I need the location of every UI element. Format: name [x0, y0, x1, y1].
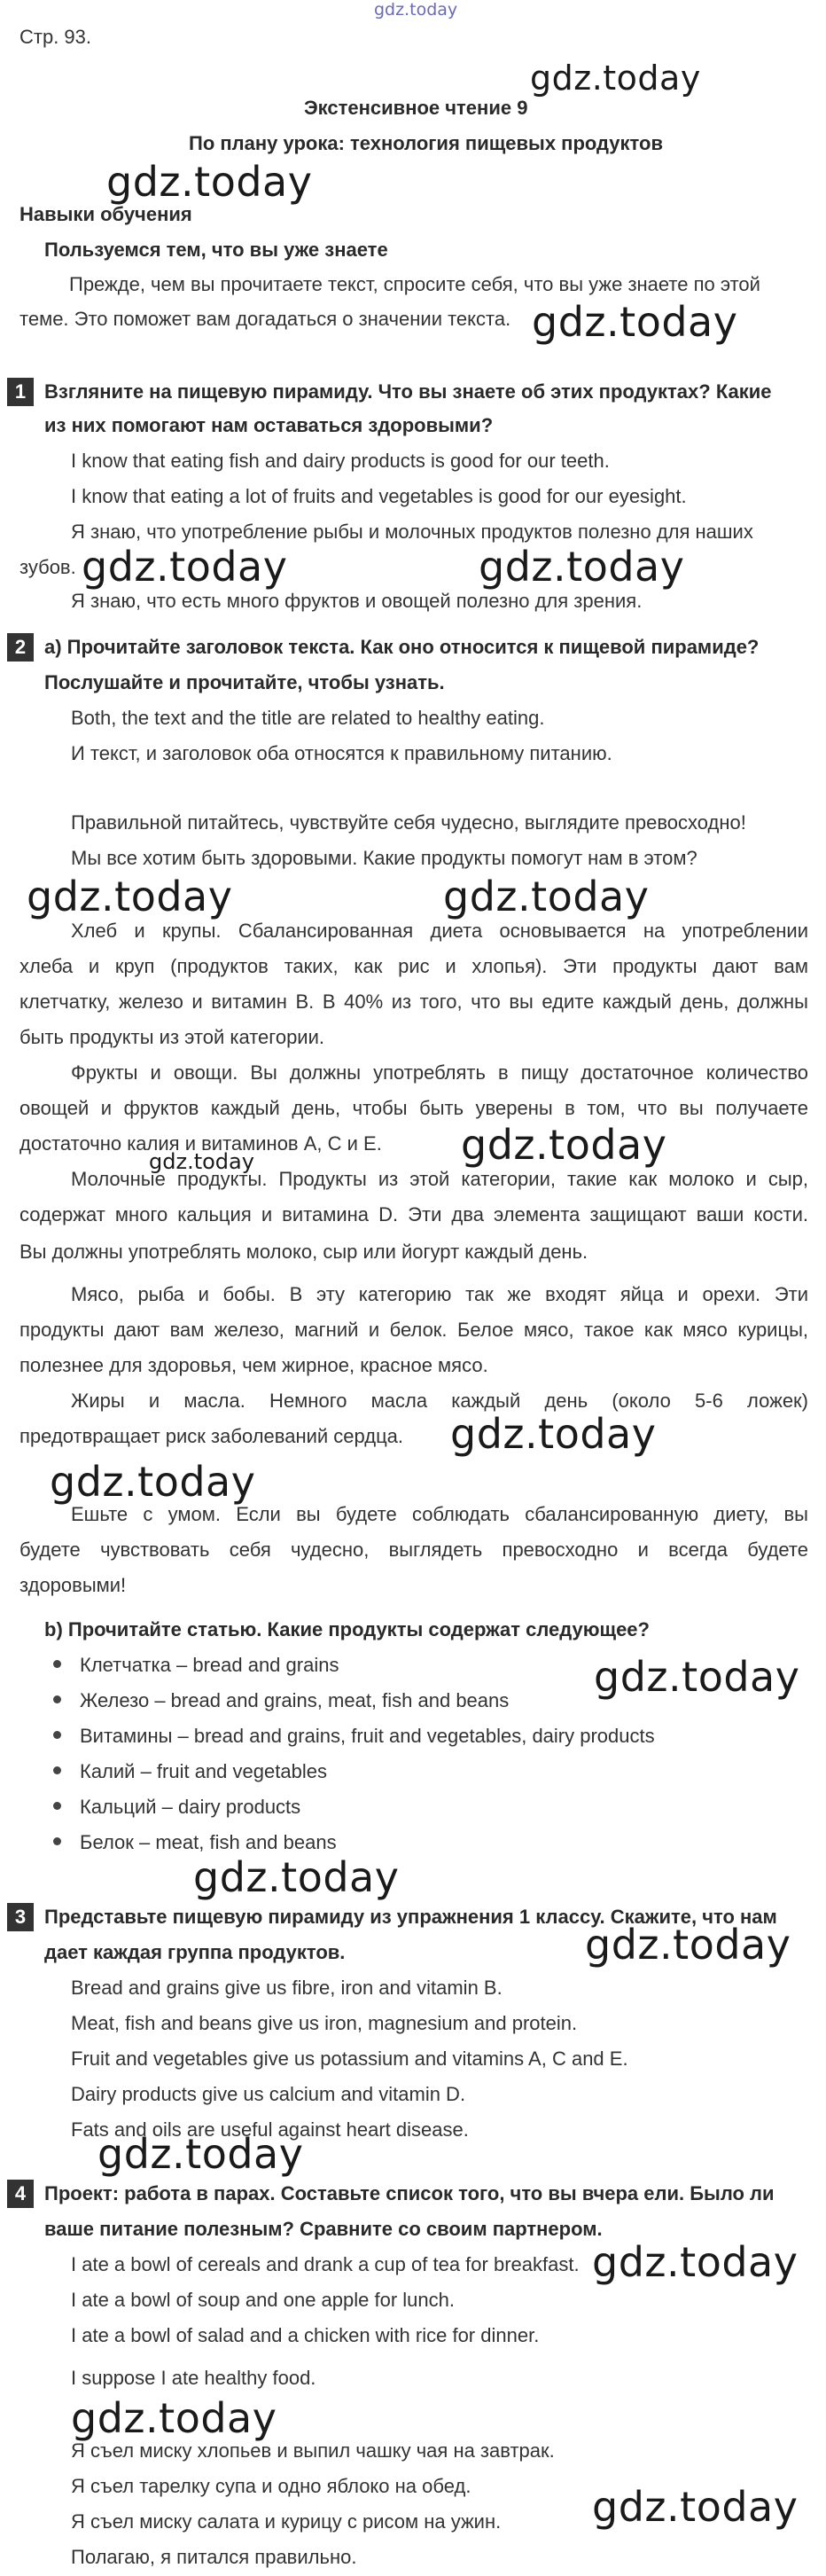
- bullet-dot: [53, 1766, 61, 1774]
- text-line: Правильной питайтесь, чувствуйте себя чудесно, выглядите превосходно!: [71, 811, 746, 834]
- exercise-question: Представьте пищевую пирамиду из упражнения 1 классу. Скажите, что нам: [44, 1906, 777, 1928]
- exercise-number: 1: [7, 378, 34, 406]
- skills-heading: Навыки обучения: [19, 203, 192, 225]
- bullet-dot: [53, 1660, 61, 1668]
- exercise-number: 3: [7, 1903, 34, 1931]
- watermark: gdz.today: [532, 298, 738, 346]
- bullet-dot: [53, 1695, 61, 1703]
- exercise-number: 2: [7, 633, 34, 662]
- answer-line: I know that eating a lot of fruits and vegetables is good for our eyesight.: [71, 485, 687, 507]
- bullet-dot: [53, 1802, 61, 1810]
- watermark: gdz.today: [479, 543, 685, 591]
- text-line: продукты дают вам железо, магний и белок. Белое мясо, такое как мясо курицы,: [19, 1319, 808, 1341]
- text-line: хлеба и круп (продуктов таких, как рис и хлопья). Эти продукты дают вам: [19, 955, 808, 977]
- bullet-dot: [53, 1731, 61, 1739]
- text-line: Прежде, чем вы прочитаете текст, спросите себя, что вы уже знаете по этой: [69, 273, 760, 295]
- text-line: содержат много кальция и витамина D. Эти два элемента защищают ваши кости.: [19, 1203, 808, 1225]
- text-line: Фрукты и овощи. Вы должны употреблять в пищу достаточное количество: [71, 1061, 808, 1084]
- text-line: предотвращает риск заболеваний сердца.: [19, 1425, 404, 1447]
- text-line: достаточно калия и витаминов А, С и Е.: [19, 1132, 382, 1155]
- exercise-question: Взгляните на пищевую пирамиду. Что вы знаете об этих продуктах? Какие: [44, 380, 772, 403]
- answer-line: I ate a bowl of soup and one apple for lunch.: [71, 2289, 455, 2311]
- watermark-top: gdz.today: [374, 0, 458, 20]
- watermark-small: gdz.today: [149, 1149, 254, 1174]
- list-item: Железо – bread and grains, meat, fish and beans: [80, 1689, 510, 1711]
- answer-line: Fats and oils are useful against heart disease.: [71, 2118, 469, 2141]
- answer-line: Я съел миску салата и курицу с рисом на ужин.: [71, 2510, 502, 2533]
- watermark: gdz.today: [50, 1458, 256, 1506]
- page-label: Стр. 93.: [19, 26, 92, 48]
- answer-line: И текст, и заголовок оба относятся к правильному питанию.: [71, 742, 612, 764]
- exercise-subquestion: b) Прочитайте статью. Какие продукты содержат следующее?: [44, 1618, 650, 1640]
- watermark: gdz.today: [594, 1653, 800, 1701]
- watermark: gdz.today: [106, 158, 313, 206]
- exercise-question: из них помогают нам оставаться здоровыми?: [44, 414, 494, 436]
- exercise-question: ваше питание полезным? Сравните со своим партнером.: [44, 2218, 603, 2240]
- text-line: Вы должны употреблять молоко, сыр или йогурт каждый день.: [19, 1241, 588, 1263]
- watermark: gdz.today: [71, 2394, 277, 2442]
- text-line: полезнее для здоровья, чем жирное, красное мясо.: [19, 1354, 488, 1376]
- text-line: Мясо, рыба и бобы. В эту категорию так же входят яйца и орехи. Эти: [71, 1283, 808, 1305]
- answer-line: Я знаю, что есть много фруктов и овощей полезно для зрения.: [71, 590, 643, 612]
- watermark: gdz.today: [585, 1921, 791, 1969]
- text-line: быть продукты из этой категории.: [19, 1026, 324, 1048]
- answer-line: Dairy products give us calcium and vitamin D.: [71, 2083, 466, 2105]
- watermark: gdz.today: [97, 2130, 304, 2178]
- exercise-number: 4: [7, 2180, 34, 2208]
- watermark: gdz.today: [443, 873, 650, 920]
- skills-subheading: Пользуемся тем, что вы уже знаете: [44, 239, 388, 261]
- text-line: овощей и фруктов каждый день, чтобы быть уверены в том, что вы получаете: [19, 1097, 808, 1119]
- text-line: Мы все хотим быть здоровыми. Какие продукты помогут нам в этом?: [71, 847, 697, 869]
- watermark: gdz.today: [27, 873, 233, 920]
- answer-line: Fruit and vegetables give us potassium and vitamins A, C and E.: [71, 2047, 628, 2070]
- watermark: gdz.today: [530, 59, 701, 98]
- answer-line: Both, the text and the title are related to healthy eating.: [71, 707, 545, 729]
- text-line: теме. Это поможет вам догадаться о значении текста.: [19, 308, 511, 330]
- watermark: gdz.today: [82, 543, 288, 591]
- watermark: gdz.today: [592, 2238, 799, 2286]
- lesson-title: Экстенсивное чтение 9: [304, 97, 528, 119]
- text-line: клетчатку, железо и витамин В. В 40% из того, что вы едите каждый день, должны: [19, 990, 808, 1013]
- text-line: Хлеб и крупы. Сбалансированная диета основывается на употреблении: [71, 920, 808, 942]
- exercise-question: дает каждая группа продуктов.: [44, 1941, 346, 1963]
- answer-line: Полагаю, я питался правильно.: [71, 2546, 357, 2568]
- watermark: gdz.today: [592, 2483, 799, 2531]
- bullet-dot: [53, 1837, 61, 1845]
- answer-line: I ate a bowl of salad and a chicken with rice for dinner.: [71, 2324, 540, 2346]
- watermark: gdz.today: [450, 1410, 657, 1458]
- answer-line: Meat, fish and beans give us iron, magnesium and protein.: [71, 2012, 578, 2034]
- list-item: Калий – fruit and vegetables: [80, 1760, 327, 1782]
- answer-line: I know that eating fish and dairy products is good for our teeth.: [71, 450, 610, 472]
- exercise-question: Послушайте и прочитайте, чтобы узнать.: [44, 671, 445, 693]
- text-line: Ешьте с умом. Если вы будете соблюдать сбалансированную диету, вы: [71, 1503, 808, 1525]
- answer-line: I ate a bowl of cereals and drank a cup of tea for breakfast.: [71, 2253, 580, 2275]
- watermark: gdz.today: [461, 1121, 667, 1169]
- lesson-subtitle: По плану урока: технология пищевых продуктов: [189, 132, 663, 154]
- answer-line: Я съел тарелку супа и одно яблоко на обед.: [71, 2475, 471, 2497]
- watermark: gdz.today: [193, 1853, 400, 1901]
- answer-line: Я знаю, что употребление рыбы и молочных продуктов полезно для наших: [71, 521, 753, 543]
- exercise-question: a) Прочитайте заголовок текста. Как оно относится к пищевой пирамиде?: [44, 636, 760, 658]
- text-line: будете чувствовать себя чудесно, выглядеть превосходно и всегда будете: [19, 1539, 808, 1561]
- answer-line: зубов.: [19, 556, 76, 578]
- list-item: Витамины – bread and grains, fruit and vegetables, dairy products: [80, 1725, 655, 1747]
- text-line: Молочные продукты. Продукты из этой категории, такие как молоко и сыр,: [71, 1168, 808, 1190]
- answer-line: Bread and grains give us fibre, iron and vitamin B.: [71, 1977, 503, 1999]
- text-line: здоровыми!: [19, 1574, 127, 1596]
- list-item: Кальций – dairy products: [80, 1796, 301, 1818]
- exercise-question: Проект: работа в парах. Составьте список того, что вы вчера ели. Было ли: [44, 2182, 775, 2204]
- list-item: Белок – meat, fish and beans: [80, 1831, 337, 1853]
- list-item: Клетчатка – bread and grains: [80, 1654, 339, 1676]
- answer-line: I suppose I ate healthy food.: [71, 2367, 316, 2389]
- text-line: Жиры и масла. Немного масла каждый день (около 5-6 ложек): [71, 1390, 808, 1412]
- answer-line: Я съел миску хлопьев и выпил чашку чая на завтрак.: [71, 2439, 555, 2462]
